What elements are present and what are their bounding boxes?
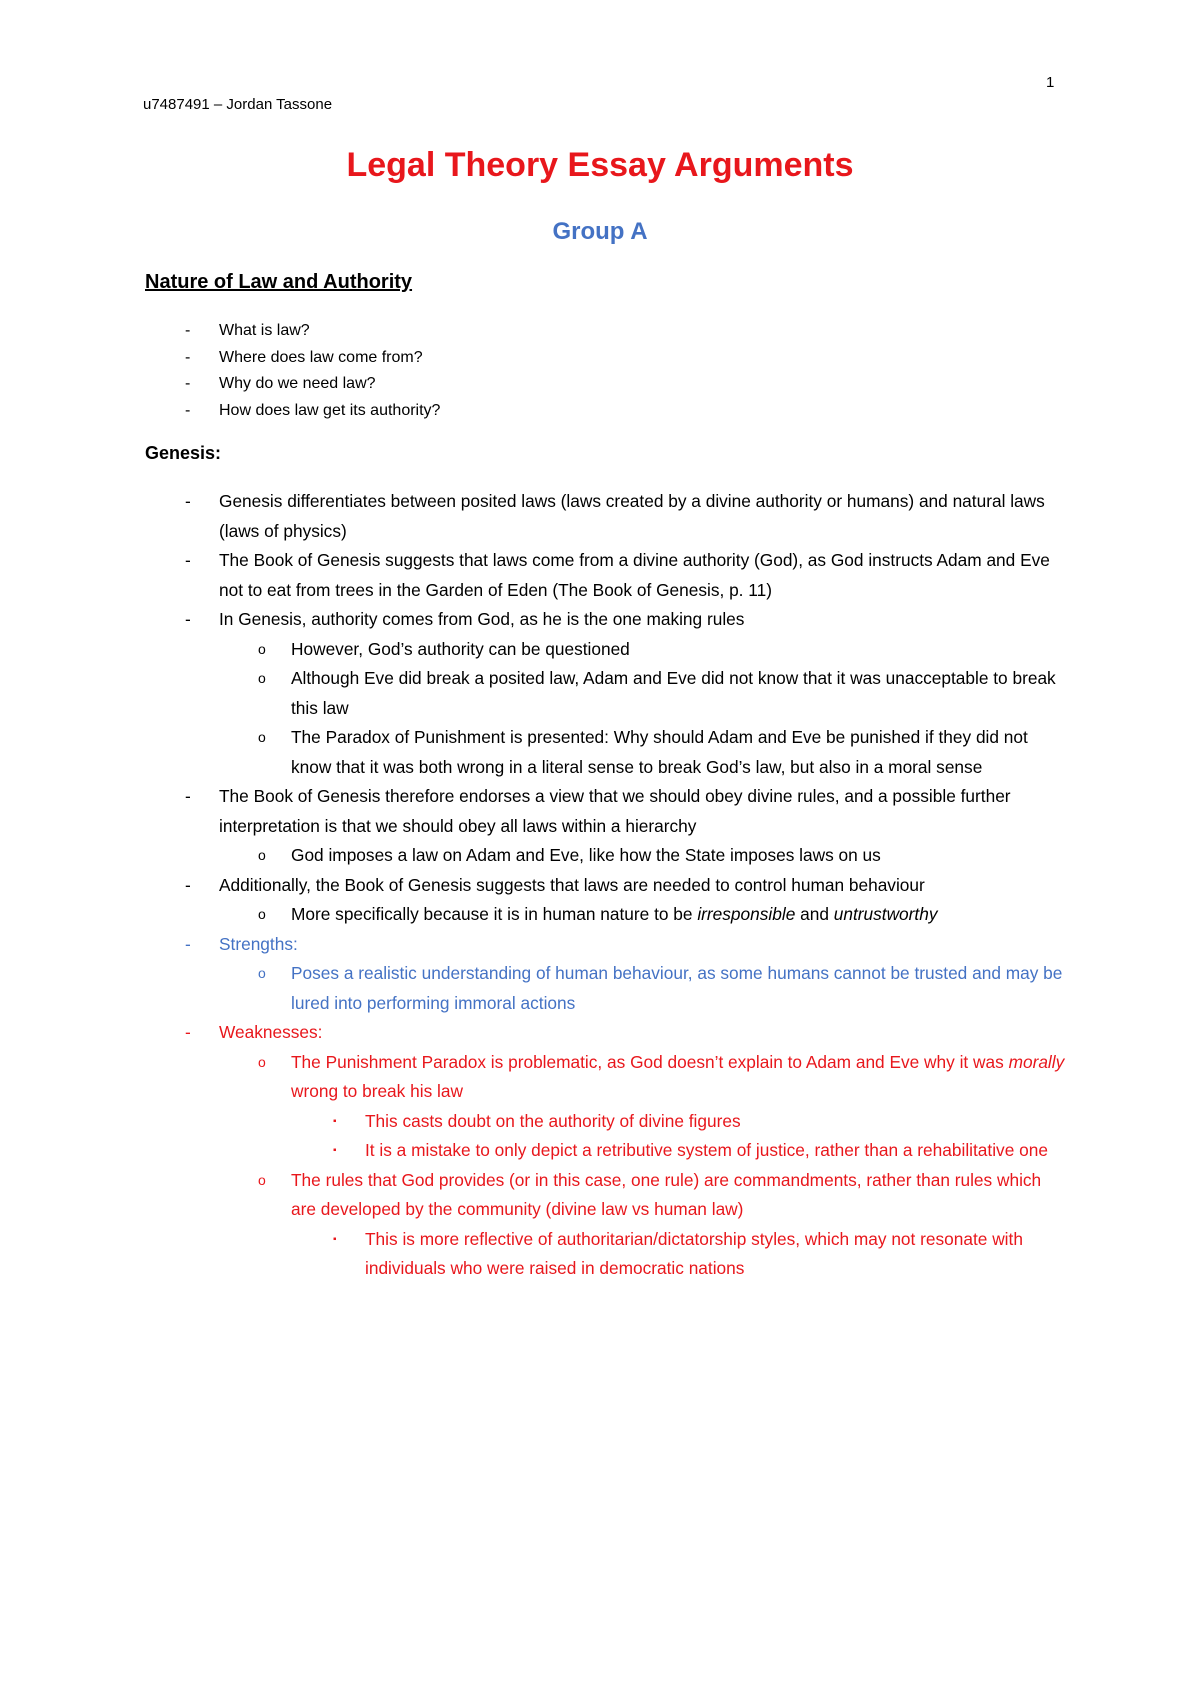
list-item: o God imposes a law on Adam and Eve, like how the State imposes laws on us [145,841,1065,871]
dash-marker: - [185,550,191,570]
section-heading: Nature of Law and Authority [145,271,413,293]
page-header: u7487491 – Jordan Tassone [143,96,333,113]
square-marker: ▪ [333,1145,337,1156]
circle-marker: o [258,906,266,922]
weaknesses-item: - Weaknesses: [145,1018,1065,1048]
list-item: - Why do we need law? [145,371,440,398]
dash-marker: - [185,609,191,629]
list-item: o The Punishment Paradox is problematic, as God doesn’t explain to Adam and Eve why it was morally wrong to break his law [145,1048,1065,1107]
list-item: o Although Eve did break a posited law, Adam and Eve did not know that it was unacceptable to break this law [145,664,1065,723]
strengths-item: - Strengths: [145,930,1065,960]
list-item: o More specifically because it is in human nature to be irresponsible and untrustworthy [145,900,1065,930]
circle-marker: o [258,729,266,745]
list-item: - The Book of Genesis therefore endorses a view that we should obey divine rules, and a possible further interpretation is that we should obey all laws within a hierarchy [145,782,1065,841]
list-item: - How does law get its authority? [145,398,440,425]
page-number: 1 [1046,74,1055,91]
square-marker: ▪ [333,1115,337,1127]
list-item: - The Book of Genesis suggests that laws come from a divine authority (God), as God instructs Adam and Eve not to eat from trees in the Garden of Eden (The Book of Genesis, p. 11) [145,546,1065,605]
question-list [145,318,440,424]
list-item: o The Paradox of Punishment is presented: Why should Adam and Eve be punished if they did not know that it was both wrong in a literal sense to break God’s law, but also in a moral sense [145,723,1065,782]
list-item: - What is law? [145,318,440,345]
dash-marker: - [185,933,191,954]
list-item: ▪ This is more reflective of authoritarian/dictatorship styles, which may not resonate with individuals who were raised in democratic nations [145,1225,1065,1284]
dash-marker: - [185,874,191,895]
circle-marker: o [258,965,266,981]
list-item: o The rules that God provides (or in this case, one rule) are commandments, rather than rules which are developed by the community (divine law vs human law) [145,1166,1065,1225]
genesis-heading: Genesis: [145,443,222,463]
circle-marker: o [258,640,266,657]
document-title: Legal Theory Essay Arguments [346,146,854,184]
circle-marker: o [258,1171,266,1188]
circle-marker: o [258,670,266,686]
list-item: o Poses a realistic understanding of human behaviour, as some humans cannot be trusted and may be lured into performing immoral actions [145,959,1065,1018]
dash-marker: - [185,375,191,392]
list-item: - Genesis differentiates between posited laws (laws created by a divine authority or humans) and natural laws (laws of physics) [145,487,1065,546]
dash-marker: - [185,322,191,339]
dash-marker: - [185,1022,191,1042]
dash-marker: - [185,348,191,366]
list-item: ▪ This casts doubt on the authority of divine figures [145,1107,1065,1137]
list-item: ▪ It is a mistake to only depict a retributive system of justice, rather than a rehabilitative one [145,1136,1065,1166]
dash-marker: - [185,401,191,419]
dash-marker: - [185,786,191,806]
genesis-list [145,487,1065,1284]
square-marker: ▪ [333,1233,337,1245]
list-item: - In Genesis, authority comes from God, as he is the one making rules [145,605,1065,635]
list-item: - Where does law come from? [145,345,440,372]
dash-marker: - [185,491,191,511]
document-subtitle: Group A [552,218,648,245]
circle-marker: o [258,847,266,863]
list-item: - Additionally, the Book of Genesis suggests that laws are needed to control human behaviour [145,871,1065,901]
circle-marker: o [258,1053,266,1070]
list-item: o However, God’s authority can be questioned [145,635,1065,665]
